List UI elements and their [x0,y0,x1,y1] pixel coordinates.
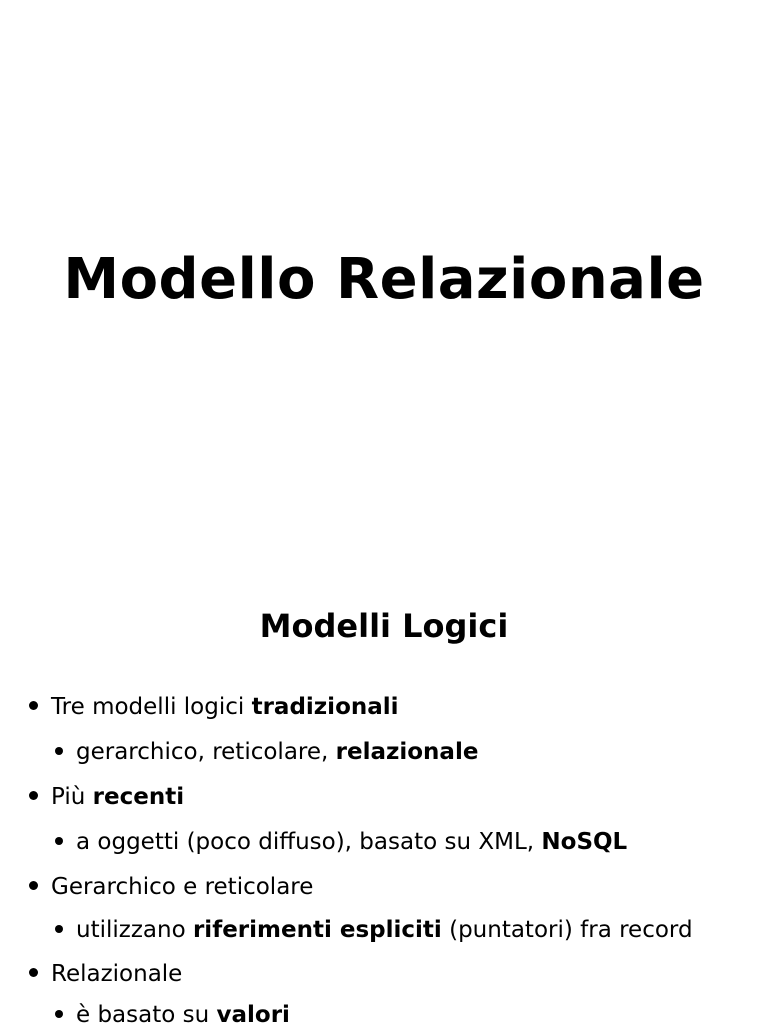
bullet-item [29,782,184,812]
bullet-text: Gerarchico e reticolare [51,874,314,900]
section-title: Modelli Logici [259,607,509,645]
bullet-dot-icon [55,747,63,755]
bullet-bold-text: NoSQL [541,829,628,855]
bullet-text: è basato su [76,1002,217,1028]
sub-bullet-item [55,915,693,945]
bullet-dot-icon [55,837,63,845]
bullet-item [29,959,182,989]
bullet-dot-icon [29,791,38,800]
bullet-text: a oggetti (poco diffuso), basato su XML, [76,829,542,855]
bullet-dot-icon [29,701,38,710]
bullet-bold-text: recenti [92,784,185,810]
sub-bullet-item [55,1000,290,1030]
bullet-bold-text: relazionale [335,739,479,765]
sub-bullet-item [55,737,478,767]
slide-title: Modello Relazionale [63,247,705,312]
bullet-bold-text: tradizionali [251,694,399,720]
bullet-bold-text: riferimenti espliciti [192,917,442,943]
bullet-text: utilizzano [76,917,193,943]
bullet-dot-icon [55,925,63,933]
bullet-item [29,692,399,722]
bullet-dot-icon [55,1010,63,1018]
bullet-text: Più [51,784,93,810]
bullet-text: Tre modelli logici [51,694,252,720]
bullet-text: Relazionale [51,961,183,987]
bullet-text: gerarchico, reticolare, [76,739,336,765]
sub-bullet-item [55,827,627,857]
bullet-item [29,872,313,902]
bullet-dot-icon [29,968,38,977]
bullet-dot-icon [29,881,38,890]
bullet-bold-text: valori [216,1002,290,1028]
bullet-text-post: (puntatori) fra record [441,917,693,943]
